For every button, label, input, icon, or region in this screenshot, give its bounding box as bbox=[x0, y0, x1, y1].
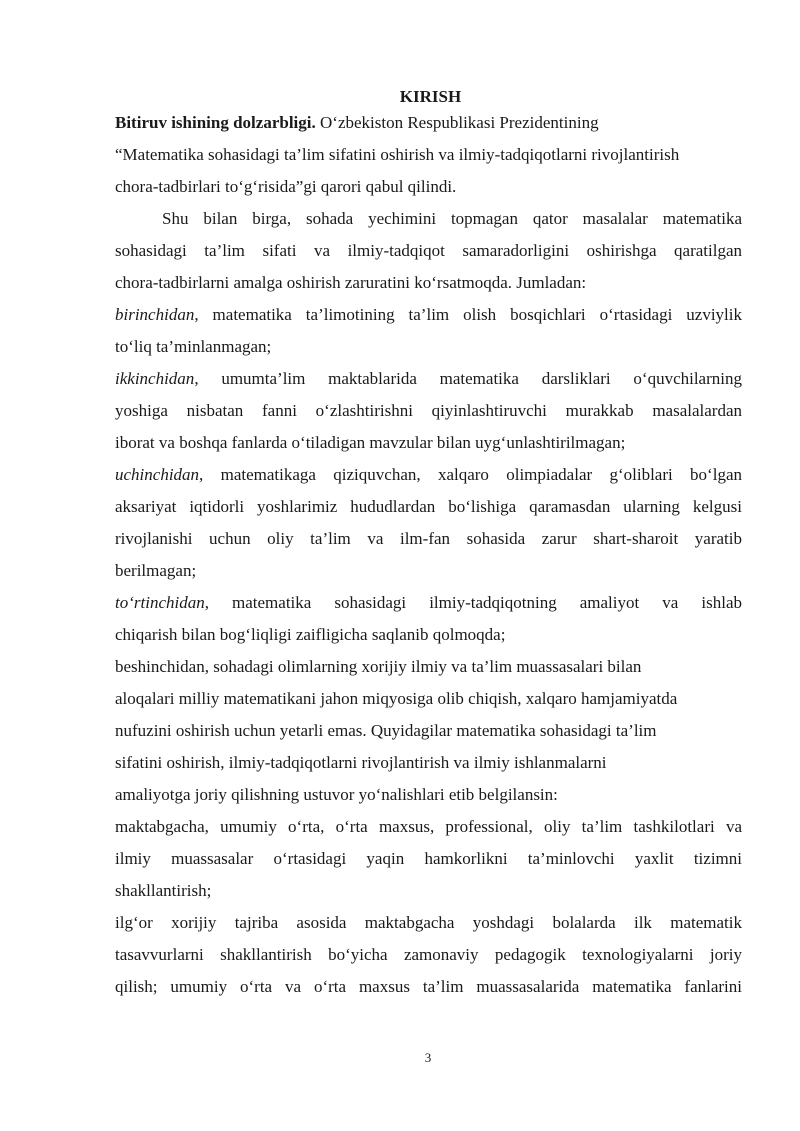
item2-line-2: yoshiga nisbatan fanni o‘zlashtirishni qiyinlashtiruvchi murakkab masalalardan bbox=[115, 401, 742, 420]
item2-line-1-text: , umumta’lim maktablarida matematika darsliklari o‘quvchilarning bbox=[194, 369, 742, 388]
item4-line-1-text: , matematika sohasidagi ilmiy-tadqiqotning amaliyot va ishlab bbox=[204, 593, 742, 612]
item4-line-1 bbox=[115, 587, 742, 619]
para2-line-3: chora-tadbirlarni amalga oshirish zaruratini ko‘rsatmoqda. Jumladan: bbox=[115, 273, 587, 292]
item6-line-3: shakllantirish; bbox=[115, 881, 212, 900]
item3-line-2: aksariyat iqtidorli yoshlarimiz hududlardan bo‘lishiga qaramasdan ularning kelgusi bbox=[115, 497, 742, 516]
para2-line-2: sohasidagi ta’lim sifati va ilmiy-tadqiqot samaradorligini oshirishga qaratilgan bbox=[115, 241, 742, 260]
item5-line-2: aloqalari milliy matematikani jahon miqyosiga olib chiqish, xalqaro hamjamiyatda bbox=[115, 689, 678, 708]
item2-line-3: iborat va boshqa fanlarda o‘tiladigan mavzular bilan uyg‘unlashtirilmagan; bbox=[115, 433, 626, 452]
item2-line-1 bbox=[115, 363, 742, 395]
intro-line-3: chora-tadbirlari to‘g‘risida”gi qarori qabul qilindi. bbox=[115, 177, 457, 196]
item5-line-4: sifatini oshirish, ilmiy-tadqiqotlarni rivojlantirish va ilmiy ishlanmalarni bbox=[115, 753, 607, 772]
item1-line-1 bbox=[115, 299, 742, 331]
item6-line-2: ilmiy muassasalar o‘rtasidagi yaqin hamkorlikni ta’minlovchi yaxlit tizimni bbox=[115, 849, 742, 868]
intro-line-1 bbox=[115, 110, 742, 136]
item3-line-4: berilmagan; bbox=[115, 561, 197, 580]
item4-line-2: chiqarish bilan bog‘liqligi zaifligicha saqlanib qolmoqda; bbox=[115, 625, 506, 644]
item4-label: to‘rtinchidan bbox=[115, 593, 205, 612]
intro-line-2: “Matematika sohasidagi ta’lim sifatini oshirish va ilmiy-tadqiqotlarni rivojlantirish bbox=[115, 145, 680, 164]
item3-line-3: rivojlanishi uchun oliy ta’lim va ilm-fan sohasida zarur shart-sharoit yaratib bbox=[115, 529, 742, 548]
intro-line-1-text: O‘zbekiston Respublikasi Prezidentining bbox=[315, 113, 599, 132]
item3-line-1-text: , matematikaga qiziquvchan, xalqaro olimpiadalar g‘oliblari bo‘lgan bbox=[199, 465, 742, 484]
document-page bbox=[115, 84, 742, 1003]
item3-label: uchinchidan bbox=[115, 465, 200, 484]
item1-line-1-text: , matematika ta’limotining ta’lim olish bosqichlari o‘rtasidagi uzviylik bbox=[194, 305, 742, 324]
item5-line-3: nufuzini oshirish uchun yetarli emas. Quyidagilar matematika sohasidagi ta’lim bbox=[115, 721, 657, 740]
item7-line-1: ilg‘or xorijiy tajriba asosida maktabgacha yoshdagi bolalarda ilk matematik bbox=[115, 913, 742, 932]
item5-line-1: beshinchidan, sohadagi olimlarning xorijiy ilmiy va ta’lim muassasalari bilan bbox=[115, 657, 642, 676]
section-heading: KIRISH bbox=[399, 87, 462, 106]
relevance-lead: Bitiruv ishining dolzarbligi. bbox=[115, 113, 316, 132]
item3-line-1 bbox=[115, 459, 742, 491]
item7-line-3: qilish; umumiy o‘rta va o‘rta maxsus ta’lim muassasalarida matematika fanlarini bbox=[115, 977, 742, 996]
item7-line-2: tasavvurlarni shakllantirish bo‘yicha zamonaviy pedagogik texnologiyalarni joriy bbox=[115, 945, 742, 964]
item1-label: birinchidan bbox=[115, 305, 195, 324]
page-number: 3 bbox=[424, 1050, 432, 1065]
item1-line-2: to‘liq ta’minlanmagan; bbox=[115, 337, 272, 356]
item5-line-5: amaliyotga joriy qilishning ustuvor yo‘nalishlari etib belgilansin: bbox=[115, 785, 558, 804]
item6-line-1: maktabgacha, umumiy o‘rta, o‘rta maxsus, professional, oliy ta’lim tashkilotlari va bbox=[115, 817, 742, 836]
item2-label: ikkinchidan bbox=[115, 369, 195, 388]
para2-line-1: Shu bilan birga, sohada yechimini topmagan qator masalalar matematika bbox=[162, 209, 742, 228]
